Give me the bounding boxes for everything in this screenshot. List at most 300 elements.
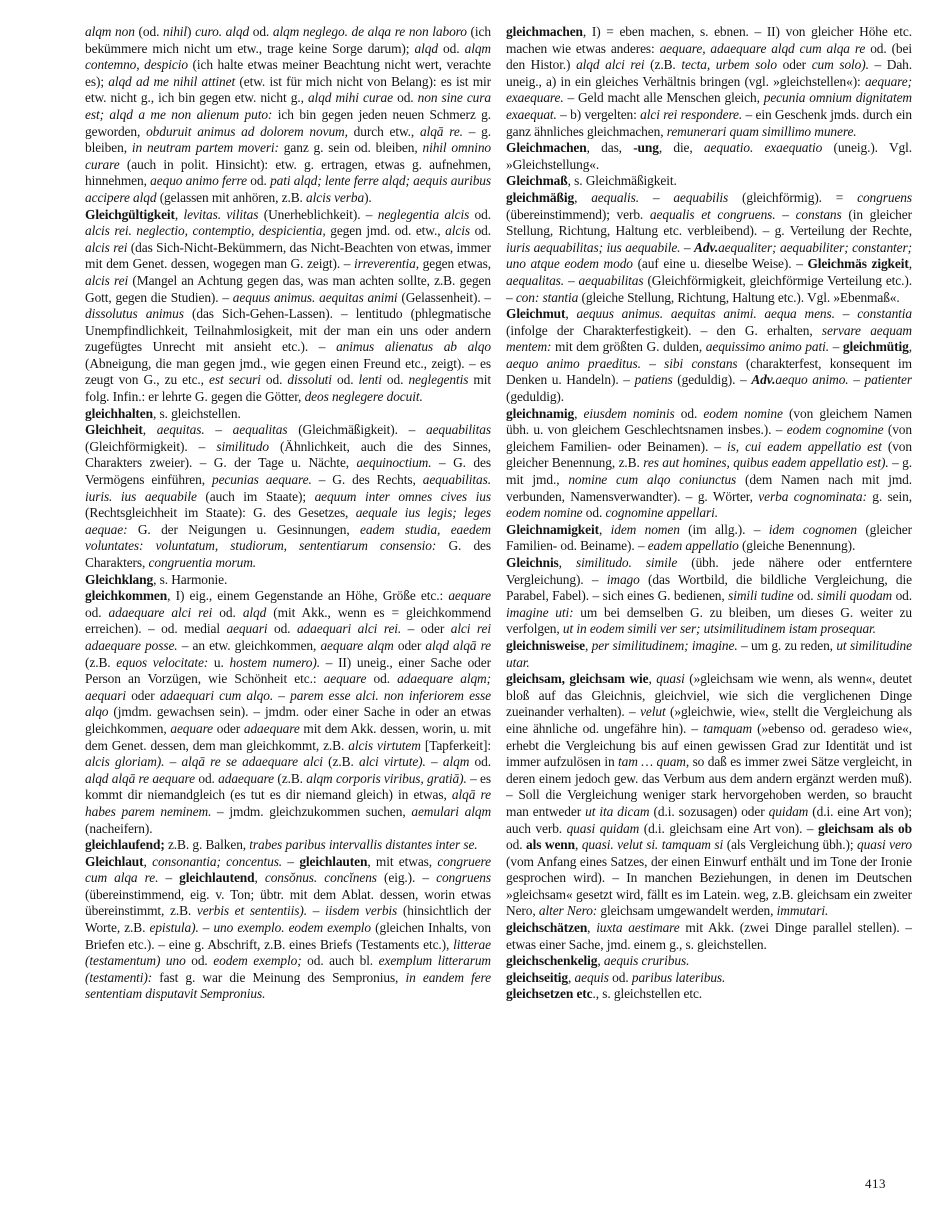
entry-text: quasi. velut si. tamquam si [581, 837, 724, 853]
entry-text: – ein Geschenk jmds. durch ein ganz ähnliches gleichmachen, [506, 106, 912, 139]
entry-text: durch etw., [347, 123, 420, 139]
headword: Gleichheit [85, 422, 143, 438]
entry-text: – G. des Vermögens einführen, [85, 455, 491, 488]
dictionary-entry [506, 638, 912, 671]
entry-text: ut ita dicam [585, 803, 650, 819]
headword: Gleichgültigkeit [85, 206, 175, 222]
entry-text: od. [469, 754, 491, 770]
dictionary-entry [85, 24, 491, 207]
entry-text: cognomine appellari. [605, 505, 718, 521]
entry-text: consŏnus. concĭnens [264, 870, 377, 886]
entry-text: , [587, 920, 597, 936]
entry-text: od. [247, 173, 271, 189]
entry-text: velut [640, 704, 666, 720]
entry-text: alqm [442, 754, 470, 770]
entry-text: aequitas. – aequalitas [156, 422, 288, 438]
entry-text: alqd [242, 604, 267, 620]
dictionary-entry [85, 572, 491, 589]
headword: Gleichmäs zigkeit [807, 256, 909, 272]
entry-text: congruens [857, 189, 912, 205]
entry-text: alqd alqā re [425, 637, 491, 653]
entry-text: (»gleichwie, wie«, stellt die Vergleichung als eine ähnliche od. ungefähre hin). – [506, 704, 912, 736]
entry-text: (mit Akk., wenn es = gleichkommend erreichen). – od. medial [85, 604, 491, 637]
entry-text: aequare [448, 588, 491, 604]
entry-text: imagine uti: [506, 604, 574, 620]
entry-text: od. [469, 206, 491, 222]
entry-text: ) [187, 24, 196, 39]
entry-text: oder [777, 57, 812, 73]
entry-text: (infolge der Charakterfestigkeit). – den G. erhalten, [506, 322, 822, 338]
entry-text: aequatio. exaequatio [703, 140, 823, 156]
entry-text: per similitudinem; imagine. [591, 637, 738, 653]
entry-text: (gleichen Inhalts, von Briefen etc.). – eine g. Abschrift, z.B. eines Briefs (Testaments etc.), [85, 920, 491, 952]
entry-text: immutari. [776, 903, 829, 919]
entry-text: od. [366, 671, 398, 687]
entry-text: res aut homines, quibus eadem appellatio est). [643, 455, 889, 471]
entry-text: u. [208, 654, 230, 670]
entry-text: irreverentia, [354, 256, 420, 272]
entry-text: , die, [658, 140, 704, 156]
entry-text: alqd mihi curae [307, 90, 393, 106]
entry-text: od. [892, 588, 912, 604]
entry-text: simili tudine [728, 588, 794, 604]
entry-text: (das Sich-Gehen-Lassen). – lentitudo (phlegmatische Unempfindlichkeit, Teilnahmlosigkeit, mit der man ein uns oder andern zugefügtes Unrecht mit ansieht etc.). – [85, 306, 491, 355]
entry-text: alcis rei [85, 239, 128, 255]
entry-text: Adv. [751, 372, 776, 388]
entry-text: (jmdm. gewachsen sein). – jmdm. oder einer Sache in oder an etwas gleichkommen, [85, 704, 491, 736]
entry-text: adaequare [218, 770, 275, 786]
entry-text: nomine cum alqo coniunctus [568, 472, 737, 488]
entry-text: exemplum litterarum (testamenti): [85, 953, 491, 985]
entry-text: pecunia omnium dignitatem exaequat. [506, 90, 912, 122]
entry-text: – g. mit jmd., [506, 455, 912, 488]
entry-text: (Mangel an Achtung gegen das, was man achten sollte, z.B. gegen Gott, gegen die Studien). – [85, 272, 491, 305]
headword: gleichlautend [179, 870, 255, 886]
entry-text: [Tapferkeit]: [420, 737, 491, 753]
entry-text: alqd ad me nihil attinet [108, 73, 236, 89]
dictionary-entry [85, 406, 491, 423]
entry-text: (charakterfest, konsequent im Denken u. Handeln). – [506, 355, 912, 388]
dictionary-entry [506, 306, 912, 406]
entry-text: alqā re habes parem neminem. [85, 787, 491, 819]
entry-text: aequinoctium. [356, 455, 432, 471]
entry-text: od. (bei den Histor.) [506, 40, 912, 73]
entry-text: od. [608, 969, 632, 985]
dictionary-entry [506, 555, 912, 638]
entry-text: gegen etwas, [419, 256, 491, 272]
entry-text: consonantia; concentus. [152, 853, 283, 869]
entry-text: , [174, 206, 184, 222]
entry-text: aequare [323, 671, 367, 687]
entry-text: , [908, 339, 912, 355]
headword: gleichschenkelig [506, 953, 598, 969]
entry-text: (in gleicher Stellung, Richtung, Haltung etc. verbleibend). – g. Verteilung der Rechte, [506, 206, 912, 239]
entry-text: , [574, 189, 592, 205]
entry-text: (Abneigung, die man gegen jmd., wie gegen einen Freund etc., zeigt). – es zeugt von G., zu etc., [85, 355, 491, 388]
entry-text: pecunias aequare. [211, 472, 312, 488]
entry-text: eadem appellatio [647, 538, 739, 554]
entry-text: , [648, 671, 657, 687]
entry-text: animus alienatus ab alqo [336, 339, 491, 355]
entry-text: aequale ius legis; leges aequae: [85, 505, 491, 537]
entry-text: congruens [436, 870, 491, 886]
entry-text: alqā re. [419, 123, 463, 139]
entry-text: , [574, 405, 584, 421]
dictionary-entry [506, 522, 912, 555]
entry-text: (Ähnlichkeit, auch die des Sinnes, Charakters zweier). – G. der Tage u. Nächte, [85, 438, 491, 471]
headword: Gleichklang [85, 571, 154, 587]
entry-text: nihil omnino curare [85, 140, 491, 172]
dictionary-entry [506, 140, 912, 173]
entry-text: (od. [134, 24, 163, 39]
entry-text: mit Akk. (zwei Dinge parallel stellen). – etwas einer Sache, jmd. einem g., s. gleichstellen. [506, 920, 912, 952]
entry-text: hostem numero). [229, 654, 320, 670]
entry-text: aequalis. – aequabilis [591, 189, 729, 205]
entry-text: quasi [656, 671, 685, 687]
entry-text: z.B. g. Balken, [164, 837, 250, 853]
entry-text: aequis cruribus. [603, 953, 690, 969]
entry-text: est securi [209, 372, 261, 388]
headword: gleichmachen [506, 24, 583, 39]
entry-text: (das Sich-Nicht-Bekümmern, das Nicht-Beachten von etwas, immer mit dem Genet. dessen, wogegen man G. zeigt). – [85, 239, 491, 272]
entry-text: congruere cum alqa re. [85, 853, 491, 886]
entry-text: od. [85, 604, 109, 620]
entry-text: , [143, 853, 153, 869]
entry-text: od. [267, 621, 297, 637]
headword: gleichmütig [842, 339, 909, 355]
entry-text: oder [125, 687, 160, 703]
entry-text: verbis et sententiis). – iisdem verbis [196, 903, 398, 919]
headword: Gleichlaut [85, 853, 144, 869]
entry-text: , [142, 422, 157, 438]
entry-text: (als Vergleichung übh.); [723, 837, 858, 853]
entry-text: aequum inter omnes cives ius [314, 488, 491, 504]
entry-text: (gleicher Familien- od. Beiname). – [506, 521, 912, 554]
right-column [506, 24, 912, 1003]
entry-text: od. [212, 604, 243, 620]
dictionary-entry [506, 671, 912, 920]
entry-text: (gleiche Stellung, Richtung, Haltung etc.). Vgl. »Ebenmaß«. [578, 289, 900, 305]
entry-text: tamquam [702, 720, 753, 736]
entry-text: (etw. ist für mich nicht von Belang): es ist mir etw. nicht g., ich bin gegen etw. nicht g., [85, 73, 491, 106]
entry-text: – an etw. gleichkommen, [177, 637, 321, 653]
entry-text: is, cui eadem appellatio est [727, 438, 882, 454]
entry-text: alqd alci rei [576, 57, 645, 73]
entry-text: cum solo). [811, 57, 869, 73]
headword: gleichnamig [506, 405, 575, 421]
entry-text: curo. alqd [195, 24, 250, 39]
entry-text: Adv. [694, 239, 719, 255]
entry-text: eodem nomine [506, 505, 583, 521]
entry-text: , s. Gleichmäßigkeit. [567, 173, 677, 189]
entry-text: gleichsam umgewandelt werden, [597, 903, 777, 919]
entry-text: epistula). – uno exemplo. eodem exemplo [149, 920, 372, 936]
entry-text: ., s. gleichstellen etc. [592, 986, 703, 1002]
entry-text: idem cognomen [768, 521, 857, 537]
entry-text: – [282, 853, 300, 869]
headword: Gleichnamigkeit [506, 521, 599, 537]
entry-text: alqm neglego. de alqa re non laboro [272, 24, 467, 39]
entry-text: aequus animus. aequitas animi. aequa mens. – constantia [576, 306, 912, 322]
entry-text: in eandem fere sententiam disputavit Sempronius. [85, 969, 491, 1002]
entry-text: (d.i. eine Art von); auch verb. [506, 803, 912, 836]
entry-text: , s. Harmonie. [153, 571, 228, 587]
dictionary-entry [506, 173, 912, 190]
entry-text: (im allg.). – [679, 521, 769, 537]
headword: gleichlaufend; [85, 837, 165, 853]
entry-text: aequissimo animo pati. [705, 339, 829, 355]
entry-text: od. [506, 837, 526, 853]
headword: als wenn [526, 837, 575, 853]
entry-text: oder [213, 720, 244, 736]
entry-text: adaequari cum alqo. – parem esse alci. non inferiorem esse alqo [85, 687, 491, 720]
entry-text: ). [364, 189, 372, 205]
dictionary-entry [85, 422, 491, 571]
entry-text: , [908, 256, 912, 272]
entry-text: od. [331, 372, 359, 388]
dictionary-entry [85, 588, 491, 837]
entry-text: ganz g. sein od. bleiben, [278, 140, 423, 156]
entry-text: similitudo. simile [575, 555, 678, 570]
entry-text: eadem studia, eaedem voluntates: voluntatum, studiorum, sententiarum consensio: [85, 521, 491, 554]
entry-text: aequo animo ferre [150, 173, 247, 189]
entry-text: tecta, urbem solo [681, 57, 778, 73]
headword: Gleichmaß [506, 173, 568, 189]
entry-text: – G. des Rechts, [311, 472, 423, 488]
entry-text: imago [606, 571, 640, 587]
entry-text: mit dem Akk. dessen, worin, u. mit dem Genet. dessen, dem man gleichkommt, z.B. [85, 720, 491, 753]
entry-text: adaequare [243, 720, 300, 736]
entry-text: con: stantia [515, 289, 579, 305]
entry-text: – [158, 870, 180, 886]
entry-text: od. [185, 953, 214, 969]
entry-text: (ich bekümmere mich nicht um etw., trage keine Sorge darum); [85, 24, 491, 56]
text-columns [85, 24, 912, 1003]
entry-text: (Gleichmäßigkeit). – [287, 422, 426, 438]
entry-text: obduruit animus ad dolorem novum, [146, 123, 348, 139]
entry-text: (Gleichförmigkeit, gleichförmige Verteilung etc.). – [506, 272, 912, 305]
entry-text: aequari [226, 621, 268, 637]
entry-text: (nacheifern). [85, 820, 153, 836]
entry-text: aequaliter; aequabiliter; constanter; uno atque eodem modo [506, 239, 912, 272]
entry-text: levitas. vilitas [183, 206, 259, 222]
headword: gleichnisweise [506, 637, 585, 653]
entry-text: alqm corporis viribus, gratiā). [306, 770, 467, 786]
entry-text: , [575, 837, 582, 853]
entry-text: lenti [358, 372, 382, 388]
entry-text: trabes paribus intervallis distantes inter se. [249, 837, 478, 853]
entry-text: aequus animus. aequitas animi [232, 289, 398, 305]
entry-text: (Gelassenheit). – [397, 289, 491, 305]
entry-text: (geduldig). [506, 389, 565, 405]
entry-text: – um g. zu reden, [737, 637, 837, 653]
entry-text: alqd [414, 40, 438, 56]
entry-text: adaequari alci rei. [296, 621, 402, 637]
entry-text: (»gleichsam wie wenn, als wenn«, deutet bloß auf das Gleichnis, gleichviel, wie sich die verglichenen Dinge zueinander verhalten). – [506, 671, 912, 720]
entry-text: adaequare alci rei [108, 604, 213, 620]
entry-text: od. [392, 90, 418, 106]
entry-text: (z.B. [644, 57, 682, 73]
headword: Gleichmut [506, 306, 566, 322]
entry-text: alci rei respondere. [640, 106, 743, 122]
entry-text: – II) uneig., einer Sache oder Person an Vorzügen, wie Schönheit etc.: [85, 654, 491, 687]
entry-text: aequare, adaequare alqd cum alqa re [659, 40, 866, 56]
headword: gleichkommen [85, 588, 168, 604]
entry-text: , [254, 870, 265, 886]
entry-text: aequare [170, 720, 214, 736]
entry-text: od. [674, 405, 704, 421]
entry-text: (übereinstimmend, eig. v. Ton; übtr. mit dem Ablat. dessen, worin etwas übereinstimmt, z.B. [85, 886, 491, 919]
entry-text: iuris aequabilitas; ius aequabile. – [506, 239, 695, 255]
entry-text: od. [249, 24, 273, 39]
entry-text: , I) eig., einem Gegenstande an Höhe, Größe etc.: [167, 588, 449, 604]
entry-text: G. der Neigungen u. Gesinnungen, [127, 521, 361, 537]
entry-text: aequo animo praeditus. – sibi constans [506, 355, 738, 371]
entry-text: (Rechtsgleichheit im Staate): G. des Gesetzes, [85, 505, 356, 521]
entry-text: alci rei adaequare posse. [85, 621, 491, 653]
entry-text: od. [260, 372, 288, 388]
entry-text: (auf eine u. dieselbe Weise). – [632, 256, 808, 272]
headword: gleichsam als ob [818, 820, 912, 836]
entry-text: od. [793, 588, 817, 604]
entry-text: in neutram partem moveri: [131, 140, 279, 156]
dictionary-entry [506, 920, 912, 953]
entry-text: aequabilitas [425, 422, 491, 438]
dictionary-entry [85, 854, 491, 1003]
entry-text: quidam [768, 803, 809, 819]
entry-text: (auch im Staate); [196, 488, 315, 504]
entry-text: ut similitudine utar. [506, 637, 912, 670]
entry-text: so daß es immer zwei Sätze vergleicht, in deren einem jedoch gew. das Verbum aus dem andern ergänzt werden muß). – Soll die Vergleichung weniger stark hervorgehoben werden, so braucht man entweder [506, 754, 912, 819]
entry-text: similitudo [216, 438, 269, 454]
entry-text: (z.B. [322, 754, 359, 770]
dictionary-entry [506, 986, 912, 1003]
headword: gleichlauten [299, 853, 368, 869]
entry-text: aequare; exaequare. [506, 73, 912, 106]
dictionary-entry [506, 190, 912, 306]
entry-text: (übh. jede nähere oder entferntere Vergleichung). – [506, 555, 912, 587]
entry-text: eodem exemplo; [213, 953, 302, 969]
entry-text: (gelassen mit anhören, z.B. [156, 189, 307, 205]
entry-text: od. auch bl. [301, 953, 379, 969]
entry-text: paribus lateribus. [631, 969, 726, 985]
entry-text: verba cognominata: [758, 488, 867, 504]
entry-text: alqm non [85, 24, 135, 39]
headword: gleichsam, gleichsam wie [506, 671, 649, 687]
entry-text: alqm contemno, despicio [85, 40, 491, 73]
entry-text: pati alqd; lente ferre alqd; aequis auribus accipere alqd [85, 173, 491, 205]
entry-text: – jmdm. gleichzukommen suchen, [211, 803, 412, 819]
headword: gleichhalten [85, 405, 153, 421]
entry-text: um bei demselben G. zu bleiben, um dieses G. weiter zu verfolgen, [506, 604, 912, 637]
entry-text: (eig.). – [376, 870, 437, 886]
entry-text: (z.B. [274, 770, 307, 786]
entry-text: deos neglegere docuit. [304, 389, 423, 405]
entry-text: aequalis et congruens. – constans [649, 206, 842, 222]
entry-text: , [598, 521, 611, 537]
headword: gleichschätzen [506, 920, 588, 936]
entry-text: g. sein, [866, 488, 912, 504]
entry-text: G. des Charakters, [85, 538, 491, 570]
entry-text: (gleiche Benennung). [738, 538, 856, 554]
entry-text: tam … quam, [618, 754, 690, 770]
entry-text: (vom Anfang eines Satzes, der einen Einwurf enthält und im Tone der Ironie gesprochen wird). – In manchen Beziehungen, in denen im Deutschen »gleichsam« gesetzt wird, fällt es im Latein. weg, z.B. gleichsam ein zweiter Nero, [506, 853, 912, 919]
dictionary-entry [506, 406, 912, 522]
entry-text: dissoluti [287, 372, 332, 388]
headword: Gleichmachen [506, 140, 587, 156]
entry-text: patiens [634, 372, 673, 388]
entry-text: (z.B. [85, 654, 117, 670]
entry-text: (Gleichförmigkeit). – [85, 438, 217, 454]
entry-text: , s. gleichstellen. [152, 405, 241, 421]
entry-text: alci virtute). [358, 754, 426, 770]
entry-text: litterae (testamentum) uno [85, 936, 491, 969]
entry-text: (übereinstimmend); verb. [506, 206, 650, 222]
entry-text: – [425, 754, 443, 770]
entry-text: (uneig.). Vgl. »Gleichstellung«. [506, 140, 912, 172]
entry-text: (von gleichem Familien- oder Beinamen). – [506, 422, 912, 454]
entry-text: eodem cognomine [786, 422, 884, 438]
entry-text: adaequare alqm; aequari [85, 671, 491, 703]
entry-text: idem nomen [610, 521, 680, 537]
entry-text: congruentia morum. [148, 555, 257, 570]
headword: gleichmäßig [506, 189, 575, 205]
entry-text: , [558, 555, 576, 570]
entry-text: eiusdem nominis [583, 405, 675, 421]
entry-text: (gleichförmig). = [728, 189, 858, 205]
entry-text: , I) = eben machen, s. ebnen. – II) von gleicher Höhe etc. machen wie etwas anderes: [506, 24, 912, 56]
entry-text: simili quodam [816, 588, 893, 604]
entry-text: , [584, 637, 592, 653]
entry-text: quasi vero [857, 837, 912, 853]
entry-text: od. [381, 372, 409, 388]
entry-text: remunerari quam simillimo munere. [666, 123, 857, 139]
entry-text: , das, [586, 140, 634, 156]
entry-text: alcis [445, 223, 470, 239]
entry-text: servare aequam mentem: [506, 322, 912, 355]
entry-text: aemulari alqm [411, 803, 491, 819]
entry-text: fast g. war die Meinung des Sempronius, [152, 969, 406, 985]
entry-text: alcis rei [85, 272, 129, 288]
entry-text: – [828, 339, 843, 355]
entry-text: – Dah. uneig., a) in ein gleiches Verhältnis bringen (vgl. »gleichstellen«): [506, 57, 912, 89]
entry-text: od. [437, 40, 465, 56]
entry-text: aequabilitas. iuris. ius aequabile [85, 472, 491, 504]
entry-text: – es kommt dir niemandgleich (es tut es dir niemand gleich) in etwas, [85, 770, 491, 803]
entry-text: nihil [162, 24, 188, 39]
entry-text: – b) vergelten: [556, 106, 641, 122]
entry-text: quasi quidam [566, 820, 640, 836]
dictionary-entry [506, 953, 912, 970]
headword: gleichsetzen etc [506, 986, 593, 1002]
entry-text: , [568, 969, 575, 985]
entry-text: (von gleichem Namen übh. u. von gleichem Geschlechtsnamen insbes.). – [506, 405, 912, 438]
entry-text: neglegentia alcis [377, 206, 470, 222]
entry-text: alter Nero: [538, 903, 598, 919]
entry-text: neglegentis [408, 372, 469, 388]
entry-text: equos velocitate: [116, 654, 209, 670]
left-column [85, 24, 491, 1003]
headword: -ung [633, 140, 659, 156]
entry-text: od. [582, 505, 606, 521]
entry-text: ut in eodem simili ver ser; utsimilitudinem istam prosequar. [562, 621, 876, 637]
entry-text: , [597, 953, 604, 969]
entry-text: dissolutus animus [85, 306, 184, 322]
entry-text: eodem nomine [703, 405, 783, 421]
headword: Gleichnis [506, 555, 559, 570]
entry-text: – oder [401, 621, 451, 637]
entry-text: ich bin gegen jeden neuen Schmerz g. geworden, [85, 106, 491, 139]
